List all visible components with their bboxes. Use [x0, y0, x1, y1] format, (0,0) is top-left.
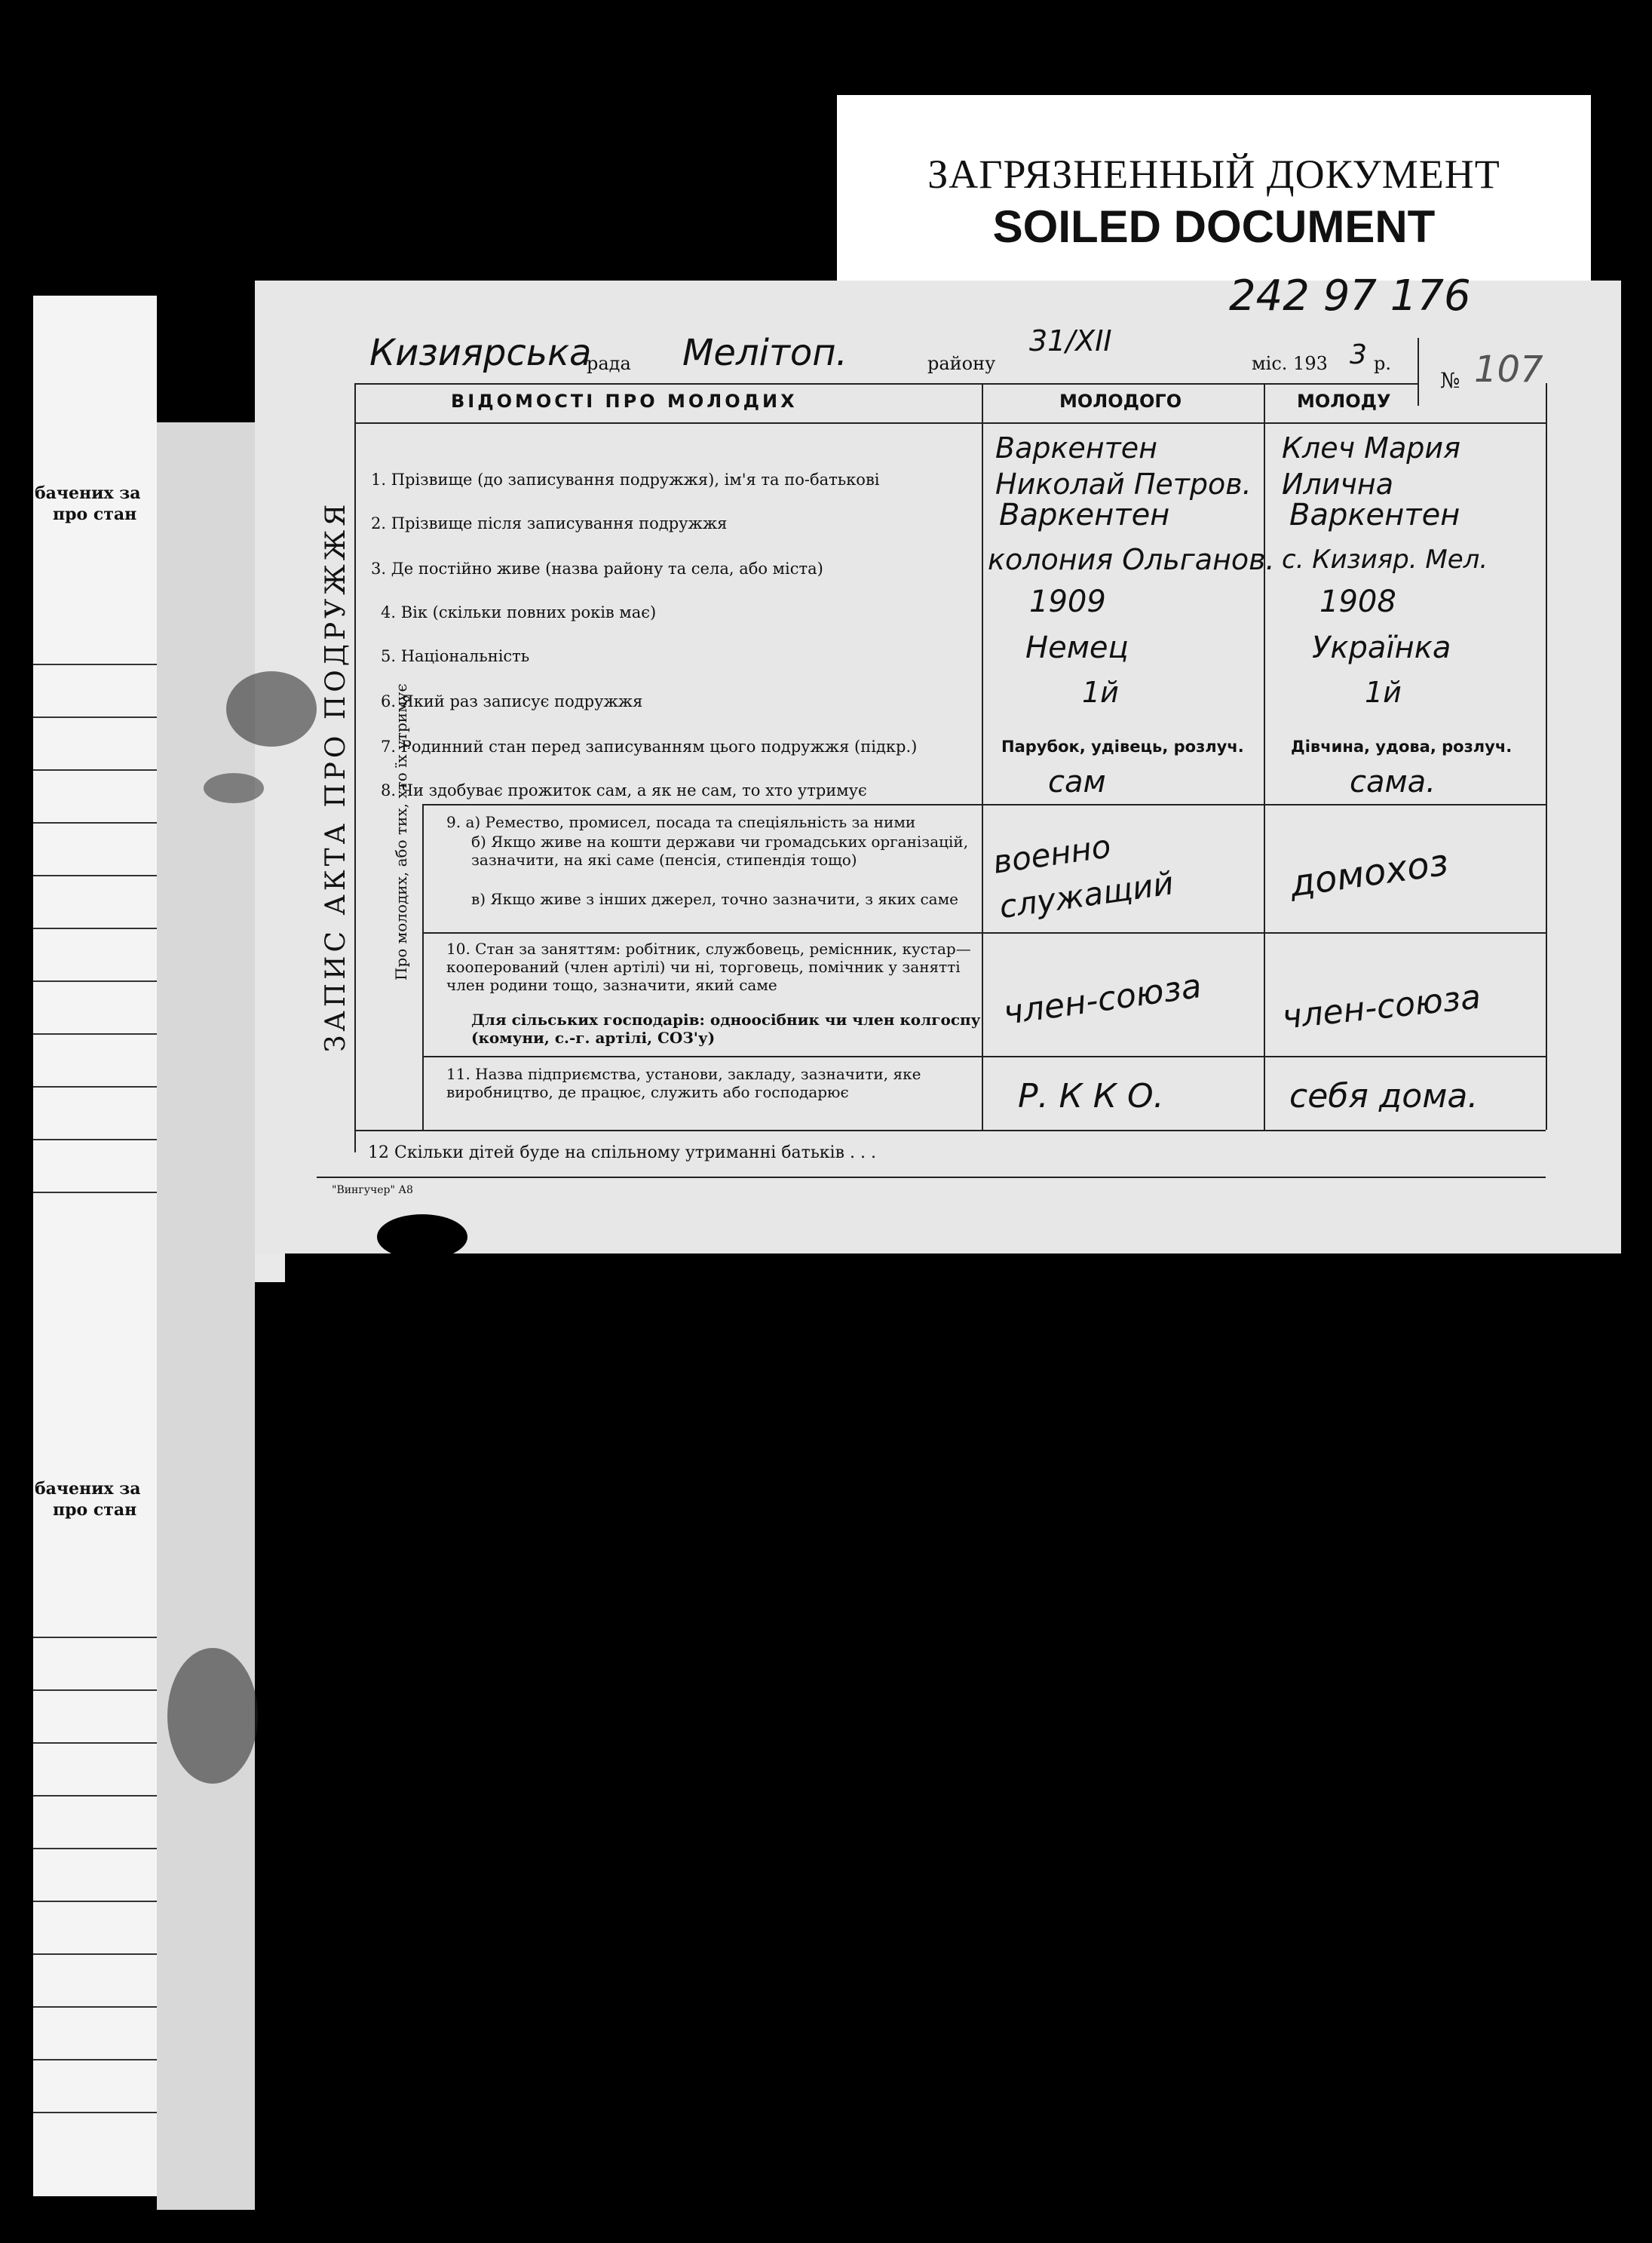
q10-text2: Для сільських господарів: одноосібник чи член колгоспу (комуни, с.-г. артілі, СОЗ'у) — [471, 1011, 981, 1047]
row5-groom: Немец — [1025, 631, 1129, 665]
q10-bride: член-союза — [1280, 977, 1483, 1037]
stain — [204, 773, 264, 803]
label-en: SOILED DOCUMENT — [992, 201, 1436, 252]
village-name: Кизиярська — [369, 332, 592, 374]
col-bride-header: МОЛОДУ — [1297, 391, 1391, 412]
row4-label: 4. Вік (скільки повних років має) — [381, 603, 657, 621]
row8-groom: сам — [1048, 765, 1106, 799]
row7-bride-options: Дівчина, удова, розлуч. — [1291, 738, 1513, 756]
vertical-subtitle: Про молодих, або тих, хто їх утримує — [392, 683, 410, 980]
stub-mid-line2: про стан — [53, 1500, 137, 1520]
q11-bride: себя дома. — [1289, 1077, 1479, 1115]
row3-label: 3. Де постійно живе (назва району та села, або міста) — [371, 560, 823, 578]
stain — [226, 671, 317, 747]
year-suffix: р. — [1374, 353, 1391, 374]
row6-groom: 1й — [1082, 676, 1119, 709]
col-info-header: ВІДОМОСТІ ПРО МОЛОДИХ — [451, 391, 798, 412]
label-ru: ЗАГРЯЗНЕННЫЙ ДОКУМЕНТ — [927, 152, 1500, 197]
q9-groom: военно служащий — [990, 827, 1176, 926]
row1-bride: Клеч Мария Иличнa — [1282, 431, 1460, 501]
year-digit: 3 — [1350, 339, 1367, 370]
month-label: міс. 193 — [1252, 353, 1328, 374]
row2-groom: Варкентен — [999, 498, 1170, 532]
col-groom-header: МОЛОДОГО — [1059, 391, 1182, 412]
row4-bride: 1908 — [1319, 585, 1396, 619]
stub-mid-line1: бачених за — [35, 1479, 141, 1499]
q11-groom: Р. К К О. — [1018, 1077, 1164, 1115]
q9-bride: домохоз — [1287, 841, 1451, 906]
stain — [167, 1648, 258, 1784]
q9-b: б) Якщо живе на кошти держави чи громадських організацій, зазначити, на які саме (пенсія, стипендія тощо) — [471, 833, 969, 869]
row4-groom: 1909 — [1029, 585, 1106, 619]
row7-groom-options: Парубок, удівець, розлуч. — [1001, 738, 1244, 756]
record-date: 31/ХІІ — [1029, 324, 1112, 357]
row2-label: 2. Прізвище після записування подружжя — [371, 514, 728, 532]
archive-numbers: 242 97 176 — [1229, 272, 1471, 321]
record-number: 107 — [1474, 348, 1543, 391]
row8-bride: сама. — [1350, 765, 1436, 799]
row5-label: 5. Національність — [381, 647, 530, 665]
q9-c: в) Якщо живе з інших джерел, точно зазначити, з яких саме — [471, 890, 958, 908]
row1-label: 1. Прізвище (до записування подружжя), ім'я та по-батькові — [371, 471, 880, 489]
raion-label: району — [927, 353, 996, 374]
row8-label: 8. Чи здобуває прожиток сам, а як не сам, то хто утримує — [381, 781, 867, 799]
stub-top-line2: про стан — [53, 505, 137, 524]
number-label: № — [1440, 368, 1460, 393]
row1-groom: Варкентен Николай Петров. — [995, 431, 1252, 501]
row3-groom: колония Ольганов. — [988, 543, 1275, 576]
q11-text: 11. Назва підприємства, установи, закладу, зазначити, яке виробництво, де працює, служить або господарює — [446, 1065, 921, 1101]
q10-text: 10. Стан за заняттям: робітник, службовець, реміснник, кустар—кооперований (член артілі) чи ні, торговець, помічник у занятті член родини тощо, зазначити, який саме — [446, 940, 971, 994]
row6-label: 6. Який раз записує подружжя — [381, 692, 643, 710]
district-name: Мелітоп. — [682, 332, 847, 374]
printer-mark: "Вингучер" А8 — [332, 1184, 413, 1196]
row2-bride: Варкентен — [1289, 498, 1460, 532]
q12-label: 12 Скільки дітей буде на спільному утриманні батьків . . . — [368, 1143, 876, 1162]
q10-groom: член-союза — [1001, 966, 1204, 1033]
q9-a: 9. а) Ремество, промисел, посада та спеціяльність за ними — [446, 813, 916, 831]
row6-bride: 1й — [1365, 676, 1402, 709]
stub-top-line1: бачених за — [35, 483, 141, 503]
rada-label: рада — [587, 353, 631, 374]
row7-label: 7. Родинний стан перед записуванням цього подружжя (підкр.) — [381, 738, 918, 756]
vertical-title: ЗАПИС АКТА ПРО ПОДРУЖЖЯ — [320, 500, 351, 1052]
row3-bride: с. Кизияр. Мел. — [1282, 545, 1488, 575]
row5-bride: Українка — [1312, 631, 1451, 665]
torn-corner — [377, 1214, 467, 1260]
